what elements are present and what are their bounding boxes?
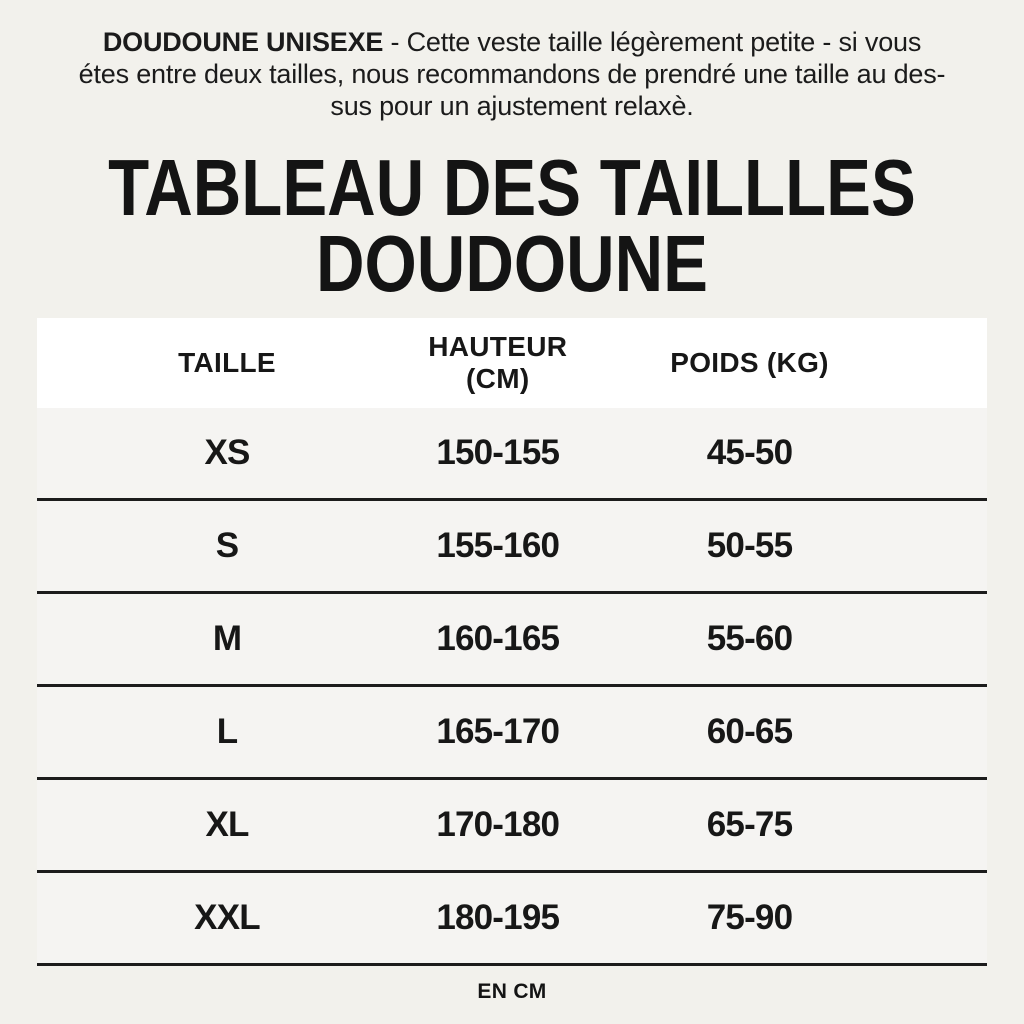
weight-cell: 65-75 xyxy=(706,805,793,844)
table-row-xxl xyxy=(37,873,987,966)
table-row-s xyxy=(37,501,987,594)
table-row-m xyxy=(37,594,987,687)
size-cell: L xyxy=(216,712,238,751)
table-row-xs xyxy=(37,408,987,501)
weight-cell: 60-65 xyxy=(706,712,793,751)
header-cell-poids: POIDS (KG) xyxy=(670,347,829,378)
page-title xyxy=(82,143,942,308)
height-cell: 150-155 xyxy=(436,433,560,472)
table-row-l xyxy=(37,687,987,780)
header-cell-taille: TAILLE xyxy=(178,347,276,378)
header-cell-hauteur: HAUTEUR (CM) xyxy=(428,331,568,394)
intro-paragraph xyxy=(0,0,1024,122)
unit-note: EN CM xyxy=(477,980,547,1003)
height-cell: 155-160 xyxy=(436,526,560,565)
intro-line-1-rest: - Cette veste taille légèrement petite - si vous xyxy=(383,27,922,57)
weight-cell: 55-60 xyxy=(706,619,793,658)
height-cell: 165-170 xyxy=(436,712,560,751)
size-cell: XXL xyxy=(194,898,260,937)
intro-line-1 xyxy=(0,26,1024,58)
size-cell: XS xyxy=(204,433,250,472)
weight-cell: 50-55 xyxy=(706,526,793,565)
weight-cell: 75-90 xyxy=(706,898,793,937)
size-cell: XL xyxy=(205,805,249,844)
intro-product-name: DOUDOUNE UNISEXE xyxy=(102,27,384,57)
height-cell: 180-195 xyxy=(436,898,560,937)
size-cell: M xyxy=(212,619,242,658)
intro-line-2: étes entre deux tailles, nous recommandons de prendré une taille au des- xyxy=(78,59,946,89)
weight-cell: 45-50 xyxy=(706,433,793,472)
table-header-row xyxy=(37,318,987,408)
height-cell: 170-180 xyxy=(436,805,560,844)
height-cell: 160-165 xyxy=(436,619,560,658)
size-cell: S xyxy=(215,526,239,565)
table-row-xl xyxy=(37,780,987,873)
page-title-line-2: DOUDOUNE xyxy=(315,219,709,308)
intro-line-3: sus pour un ajustement relaxè. xyxy=(330,91,694,121)
size-table xyxy=(37,318,987,966)
page-title-line-1: TABLEAU DES TAILLLES xyxy=(108,143,916,232)
